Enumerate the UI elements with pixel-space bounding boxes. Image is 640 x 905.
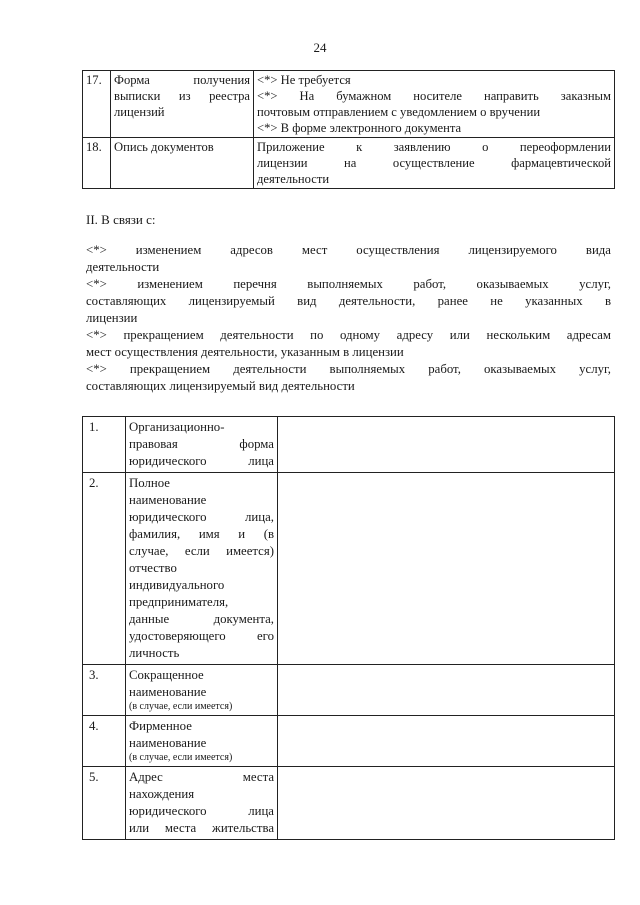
row-number: 18. — [83, 138, 111, 189]
row-number: 2. — [83, 473, 126, 665]
reason-option — [86, 276, 611, 327]
table-row — [83, 716, 615, 767]
row-option-line: Приложение к заявлению о переоформлении — [257, 140, 611, 154]
row-label-line: наименование — [129, 493, 207, 507]
reason-option-line: <*> прекращением деятельности по одному адресу или нескольким адресам — [86, 328, 611, 342]
row-options — [254, 138, 615, 189]
row-label — [126, 716, 278, 767]
row-label-line: Опись документов — [114, 140, 214, 154]
row-number: 5. — [83, 767, 126, 840]
page-number: 24 — [313, 40, 327, 55]
reason-option-line: составляющих лицензируемый вид деятельности — [86, 379, 355, 393]
row-option-line: <*> Не требуется — [257, 73, 351, 87]
reason-option-line: деятельности — [86, 260, 160, 274]
row-number: 17. — [83, 71, 111, 138]
row-option-line: деятельности — [257, 172, 330, 186]
reason-option — [86, 361, 611, 395]
row-option-line: <*> На бумажном носителе направить заказным — [257, 89, 611, 103]
row-option-line: почтовым отправлением с уведомлением о вручении — [257, 105, 541, 119]
applicant-info-table-body — [83, 417, 615, 840]
table-row — [83, 138, 615, 189]
row-label-line: Фирменное — [129, 719, 192, 733]
row-label-line: юридического лица, — [129, 510, 274, 524]
row-label-note: (в случае, если имеется) — [129, 701, 233, 712]
row-label-line: случае, если имеется) — [129, 544, 274, 558]
license-options-table-body — [83, 71, 615, 189]
row-label-line: нахождения — [129, 787, 195, 801]
reason-option-line: <*> прекращением деятельности выполняемых работ, оказываемых услуг, — [86, 362, 611, 376]
applicant-info-table — [82, 416, 615, 840]
row-label-line: Организационно- — [129, 420, 225, 434]
row-label — [126, 665, 278, 716]
row-label-line: индивидуального — [129, 578, 225, 592]
reason-option — [86, 327, 611, 361]
row-label — [111, 138, 254, 189]
row-label-line: удостоверяющего его — [129, 629, 274, 643]
row-label-line: наименование — [129, 685, 207, 699]
row-label-line: личность — [129, 646, 180, 660]
row-option-line: <*> В форме электронного документа — [257, 121, 462, 135]
row-number: 3. — [83, 665, 126, 716]
reason-option-line: <*> изменением перечня выполняемых работ, оказываемых услуг, — [86, 277, 611, 291]
row-label-line: данные документа, — [129, 612, 274, 626]
row-label-line: Сокращенное — [129, 668, 204, 682]
table-row — [83, 473, 615, 665]
row-options — [254, 71, 615, 138]
row-label — [126, 473, 278, 665]
row-option-line: лицензии на осуществление фармацевтической — [257, 156, 611, 170]
row-value-empty[interactable] — [278, 767, 615, 840]
table-row — [83, 71, 615, 138]
row-label-line: предпринимателя, — [129, 595, 229, 609]
row-label-line: наименование — [129, 736, 207, 750]
row-value-empty[interactable] — [278, 665, 615, 716]
row-label-line: Адрес места — [129, 770, 274, 784]
reason-option — [86, 242, 611, 276]
row-label-line: лицензий — [114, 105, 165, 119]
license-options-table — [82, 70, 615, 189]
row-label-line: фамилия, имя и (в — [129, 527, 274, 541]
row-label — [111, 71, 254, 138]
reason-option-line: составляющих лицензируемый вид деятельности, ранее не указанных в — [86, 294, 611, 308]
row-label-line: правовая форма — [129, 437, 274, 451]
reason-option-line: <*> изменением адресов мест осуществления лицензируемого вида — [86, 243, 611, 257]
reason-option-line: лицензии — [86, 311, 138, 325]
row-value-empty[interactable] — [278, 417, 615, 473]
table-row — [83, 767, 615, 840]
reason-option-line: мест осуществления деятельности, указанным в лицензии — [86, 345, 404, 359]
row-label-line: Полное — [129, 476, 170, 490]
reason-options-list — [86, 242, 611, 395]
row-number: 4. — [83, 716, 126, 767]
table-row — [83, 665, 615, 716]
row-value-empty[interactable] — [278, 716, 615, 767]
row-label-line: выписки из реестра — [114, 89, 250, 103]
row-label — [126, 417, 278, 473]
row-label-line: юридического лица — [129, 454, 274, 468]
row-number: 1. — [83, 417, 126, 473]
row-label-note: (в случае, если имеется) — [129, 752, 233, 763]
row-label-line: Форма получения — [114, 73, 250, 87]
row-label — [126, 767, 278, 840]
row-value-empty[interactable] — [278, 473, 615, 665]
table-row — [83, 417, 615, 473]
section-heading: II. В связи с: — [86, 212, 156, 227]
row-label-line: или места жительства — [129, 821, 274, 835]
row-label-line: отчество — [129, 561, 177, 575]
row-label-line: юридического лица — [129, 804, 274, 818]
